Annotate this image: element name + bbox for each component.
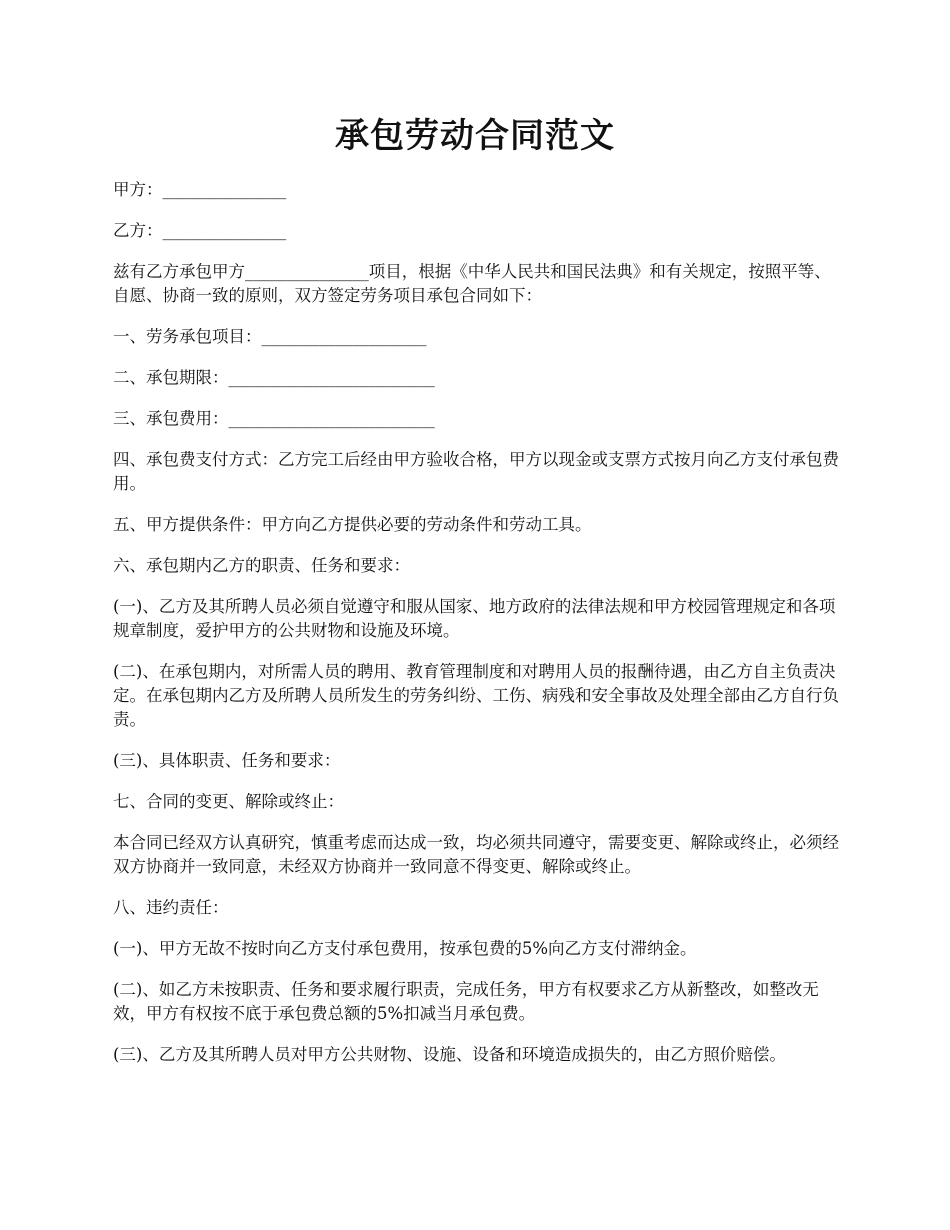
document-title: 承包劳动合同范文 bbox=[335, 116, 615, 156]
party-a-line: 甲方：_______________ bbox=[113, 180, 287, 199]
clause-4-payment: 四、承包费支付方式：乙方完工后经由甲方验收合格，甲方以现金或支票方式按月向乙方支付承包费用。 bbox=[113, 450, 839, 493]
clause-8-item-2: (二)、如乙方未按职责、任务和要求履行职责，完成任务，甲方有权要求乙方从新整改，如整改无效，甲方有权按不底于承包费总额的5%扣减当月承包费。 bbox=[113, 980, 819, 1023]
clause-6-item-2: (二)、在承包期内，对所需人员的聘用、教育管理制度和对聘用人员的报酬待遇，由乙方自主负责决定。在承包期内乙方及所聘人员所发生的劳务纠纷、工伤、病残和安全事故及处理全部由乙方自行负责。 bbox=[113, 662, 839, 729]
clause-7-body: 本合同已经双方认真研究，慎重考虑而达成一致，均必须共同遵守，需要变更、解除或终止，必须经双方协商并一致同意，未经双方协商并一致同意不得变更、解除或终止。 bbox=[113, 833, 839, 876]
clause-7-heading: 七、合同的变更、解除或终止： bbox=[113, 792, 344, 811]
clause-6-item-3: (三)、具体职责、任务和要求： bbox=[113, 751, 341, 770]
clause-8-item-3: (三)、乙方及其所聘人员对甲方公共财物、设施、设备和环境造成损失的，由乙方照价赔偿。 bbox=[113, 1045, 786, 1064]
clause-2-term: 二、承包期限：_________________________ bbox=[113, 368, 435, 387]
document-body bbox=[113, 178, 843, 1084]
clause-5-conditions: 五、甲方提供条件：甲方向乙方提供必要的劳动条件和劳动工具。 bbox=[113, 515, 592, 534]
party-b-line: 乙方：_______________ bbox=[113, 221, 287, 240]
clause-6-item-1: (一)、乙方及其所聘人员必须自觉遵守和服从国家、地方政府的法律法规和甲方校园管理规定和各项规章制度，爱护甲方的公共财物和设施及环境。 bbox=[113, 597, 836, 640]
clause-6-heading: 六、承包期内乙方的职责、任务和要求： bbox=[113, 556, 410, 575]
clause-1-project: 一、劳务承包项目：____________________ bbox=[113, 327, 427, 346]
preamble-paragraph: 兹有乙方承包甲方_______________项目，根据《中华人民共和国民法典》和有关规定，按照平等、自愿、协商一致的原则，双方签定劳务项目承包合同如下： bbox=[113, 262, 831, 305]
clause-8-heading: 八、违约责任： bbox=[113, 898, 229, 917]
clause-3-fee: 三、承包费用：_________________________ bbox=[113, 409, 435, 428]
clause-8-item-1: (一)、甲方无故不按时向乙方支付承包费用，按承包费的5%向乙方支付滞纳金。 bbox=[113, 939, 697, 958]
